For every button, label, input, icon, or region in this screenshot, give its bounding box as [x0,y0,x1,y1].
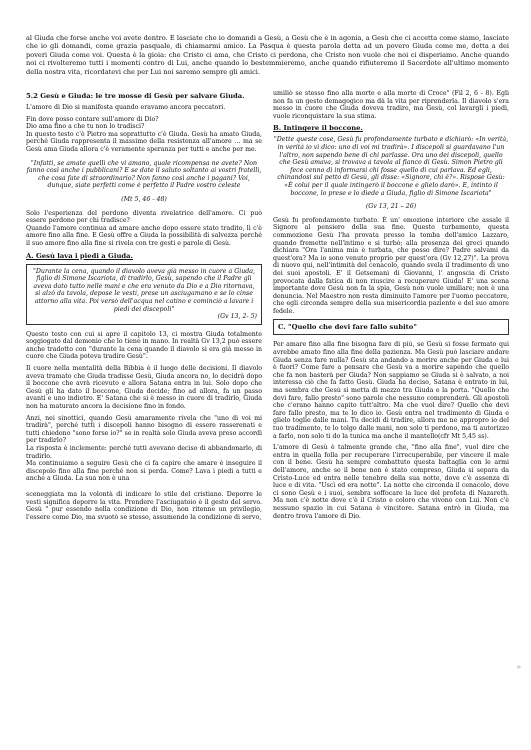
margin-mark: 0 [516,665,523,669]
paragraph: In questo testo c'è Pietro ma soprattutto c'è Giuda. Gesù ha amato Giuda, perché Giuda rappresenta il massimo della resistenza all'amore … ma se Gesù ama Giuda allora c'è veramente speranza per tutti e anche per me. [26,130,262,153]
subheading-c: C. "Quello che devi fare fallo subito" [278,323,417,332]
left-column [26,90,262,525]
right-column [273,90,509,525]
paragraph: Il cuore nella mentalità della Bibbia è il luogo delle decisioni. Il diavolo aveva tramato che Giuda tradisse Gesù, Giuda ancora no, lo decidrà dopo il boccone che avrà ricevuto e allora Satana entra in lui. Solo dopo che Gesù gli ha dato il boccone, Giuda decide; fino ad allora, fa un passo avanti e uno indietro. E' Satana che si è messo in cuore di tradirlo, Giuda non ha maturato ancora la decisione fino in fondo. [26,365,262,411]
paragraph: Quando l'amore continua ad amare anche dopo essere stato tradito, lì c'è amore fino alla fine. E Gesù offre a Giuda la possibilità di salvezza perché il suo amore fino alla fine si rivela con tre gesti e parole di Gesù. [26,224,262,247]
paragraph: Fin dove posso contare sull'amore di Dio? [26,115,159,123]
intro-paragraph: al Giuda che forse anche voi avete dentro. E lasciate che io domandi a Gesù, a Gesù che è in agonia, a Gesù che ci accetta come siamo, lasciate che io gli domandi, come grazia pasquale, di chiamarmi amico. La Pasqua è questa parola detta ad un povero Giuda come me, detta a dei poveri Giuda come voi. Questa è la gioia: che Cristo ci ama, che Cristo ci perdona, che Cristo non vuole che noi ci disperiamo. Anche quando noi ci rivolteremo tutti i momenti contro di Lui, anche quando lo bestemmieremo, anche quando rifiuteremo il Sacerdote all'ultimo momento della nostra vita, ricordatevi che per Lui noi saremo sempre gli amici. [26,34,509,76]
quote-box [26,264,262,325]
subheading-box [273,319,509,335]
quote-block: "Dette queste cose, Gesù fu profondamente turbato e dichiarò: «In verità, in verità io vi dico: uno di voi mi tradirà». I discepoli si guardavano l'un l'altro, non sapendo bene di chi parlasse. Ora uno dei discepoli, quello che Gesù amava, si trovava a tavola al fianco di Gesù. Simon Pietro gli fece cenno di informarsi chi fosse quello di cui parlava. Ed egli, chinandosi sul petto di Gesù, gli disse: «Signore, chi è?». Rispose Gesù: «È colui per il quale intingerò il boccone e glielo darò». E, intinto il boccone, lo prese e lo diede a Giuda, figlio di Simone Iscariota" [273,136,509,197]
paragraph: L'amore di Dio si manifesta quando eravamo ancora peccatori. [26,104,226,112]
paragraph: Per amare fino alla fine bisogna fare di più, se Gesù si fosse fermato qui avrebbe amato fino alla fine della pazienza. Ma Gesù può lasciare andare Giuda senza fare nulla? Gesù sta andando a morire anche per Giuda e lui è fuori? Come fare a pensare che Gesù va a morire sapendo che quello che fa non basterà per Giuda? Non sappiamo se Giuda si è salvato, a noi interessa ciò che fa fatto Gesù. Giuda ha deciso, Satana è entrato in lui, ma sembra che Gesù si metta di mezzo tra Giuda e la porta. "Quello che devi fare, fallo presto" sono parole che nessuno comprenderà. Gli apostoli che c'erano hanno capito tutt'altro. Ma che vuol dire? Quello che devi fare fallo presto, ma te lo dico io. Gesù entra nel tradimento di Giuda e glielo toglie dalle mani. Tu decidi di tradire, allora me ne appropro io del tuo tradimento, te lo tolgo dalle mani, non solo ti perdono, ma ti autorizzo a farlo, non solo ti do la tunica ma anche il mantello(cfr Mt 5,45 ss). [273,341,509,440]
paragraph: Anzi, nei sinottici, quando Gesù amaramente rivela che "uno di voi mi tradirà", perché tutti i discepoli hanno bisogno di essere rasserenati e tutti chiedono "sono forse io?" se in realtà solo Giuda aveva preso accordi per tradirlo? [26,414,262,445]
paragraph: Gesù fu profondamente turbato. È un' emozione interiore che assale il Signore al pensiero della sua fine. Questo turbamento, questa commozione Gesù l'ha provata presso la tomba dell'amico Lazzaro, quando fremette nell'intimo e si turbò; alla presenza dei greci quando dichiara "Ora l'anima mia è turbata, che posso dire? Padre salvami da quest'ora? Ma io sono venuto proprio per quest'ora (Gv 12,27)". La prova di nuovo qui, nell'intimità del cenacolo, quando svela il tradimento di uno dei suoi apostoli. E' il Getsemani di Giovanni, l' angoscia di Cristo provocata dalla fatica di non riuscire a recuperare Giuda! E' una scena importante dove Gesù non fa la spia, Gesù non vuole umiliare; non è una denuncia. Nel Maestro non resta diminuito l'amore per l'uomo peccatore, che egli circonda sempre della sua misericordia paziente e del suo amore fedele. [273,216,509,315]
paragraph: umiliò se stesso fino alla morte e alla morte di Croce" (Fil 2, 6 - 8). Egli non fa un gesto demagogico ma dà la vita per riprenderla. Il diavolo s'era messo in cuore che Giuda doveva tradire, ma Gesù, col lavargli i piedi, vuole riconquistare la sua stima. [273,90,509,120]
citation: (Gv 13, 2- 5) [217,313,257,321]
quote-block: "Durante la cena, quando il diavolo aveva già messo in cuore a Giuda, figlio di Simone Iscariota, di tradirlo, Gesù, sapendo che il Padre gli aveva dato tutto nelle mani e che era venuto da Dio e a Dio ritornava, si alzò da tavola, depose le vesti, prese un asciugamano e se lo cinse attorno alla vita. Poi versò dell'acqua nel catino e cominciò a lavare i piedi dei discepoli" [33,267,255,313]
paragraph: Dio ama fino a che tu non lo tradisci? [26,123,145,131]
citation: (Gv 13, 21 – 26) [365,203,417,211]
two-column-body [26,90,509,525]
subheading-b: B. Intingere il boccone. [273,124,363,133]
paragraph: Solo l'esperienza del perdono diventa rivelatrice dell'amore. Ci può essere perdono per chi tradisce? [26,209,262,225]
quote-block: "Infatti, se amate quelli che vi amano, quale ricompensa ne avete? Non fanno così anche i pubblicani? E se date il saluto soltanto ai vostri fratelli, che cosa fate di straordinario? Non fanno così anche i pagani? Voi, dunque, siate perfetti come è perfetto il Padre vostro celeste [26,159,262,190]
paragraph: Questo testo con cui si apre il capitolo 13, ci mostra Giuda totalmente soggiogato dal demonio che lo tiene in mano. In realtà Gv 13,2 può essere anche tradotto con "durante la cena quando il diavolo si era già messo in cuore che Giuda poteva tradire Gesù". [26,330,262,361]
paragraph: Ma continuiamo a seguire Gesù che ci fa capire che amare è inseguire il discepolo fino alla fine perché non si perda. Come? Lava i piedi a tutti e anche a Giuda. La sua non è una [26,460,262,483]
section-heading: 5.2 Gesù e Giuda: le tre mosse di Gesù per salvare Giuda. [26,92,245,101]
paragraph: L'amore di Gesù è talmente grande che, "fino alla fine", vuol dire che entra in quella folla per recuperare l'irrecuperabile, per vincere il male con il bene. Gesù ha sempre combattuto questa battaglia con le armi dell'amore, anche se il bene non è stato compreso, Giuda si separa da Cristo-Luce ed entra nelle tenebre della sua notte, dove c'è assenza di luce e di vita. "Uscì ed era notte". La notte che circonda il cenacolo, dove ci sono Gesù e i suoi, sembra soffocare la luce del profeta di Nazareth. Ma non c'è notte dove c'è il Cristo e coloro che vivono con Lui. Non c'è nessuno spazio in cui Satana è vincitore. Satana entrò in Giuda, ma dentro trova l'amore di Dio. [273,444,509,520]
paragraph: sceneggiata ma la volontà di indicare lo stile del cristiano. Deporre le vesti significa deporre la vita. Prendere l'asciugatoio è il gesto del servo. Gesù " pur essendo nella condizione di Dio, non ritenne un privilegio, l'essere come Dio, ma svuotò se stesso, assumendo la condizione di servo, [26,490,262,521]
subheading-a: A. Gesù lava i piedi a Giuda. [26,251,133,260]
citation: (Mt 5, 46 - 48) [121,195,167,203]
paragraph: La risposta è inclemente: perché tutti avevano deciso di abbandonarlo, di tradirlo. [26,445,262,460]
